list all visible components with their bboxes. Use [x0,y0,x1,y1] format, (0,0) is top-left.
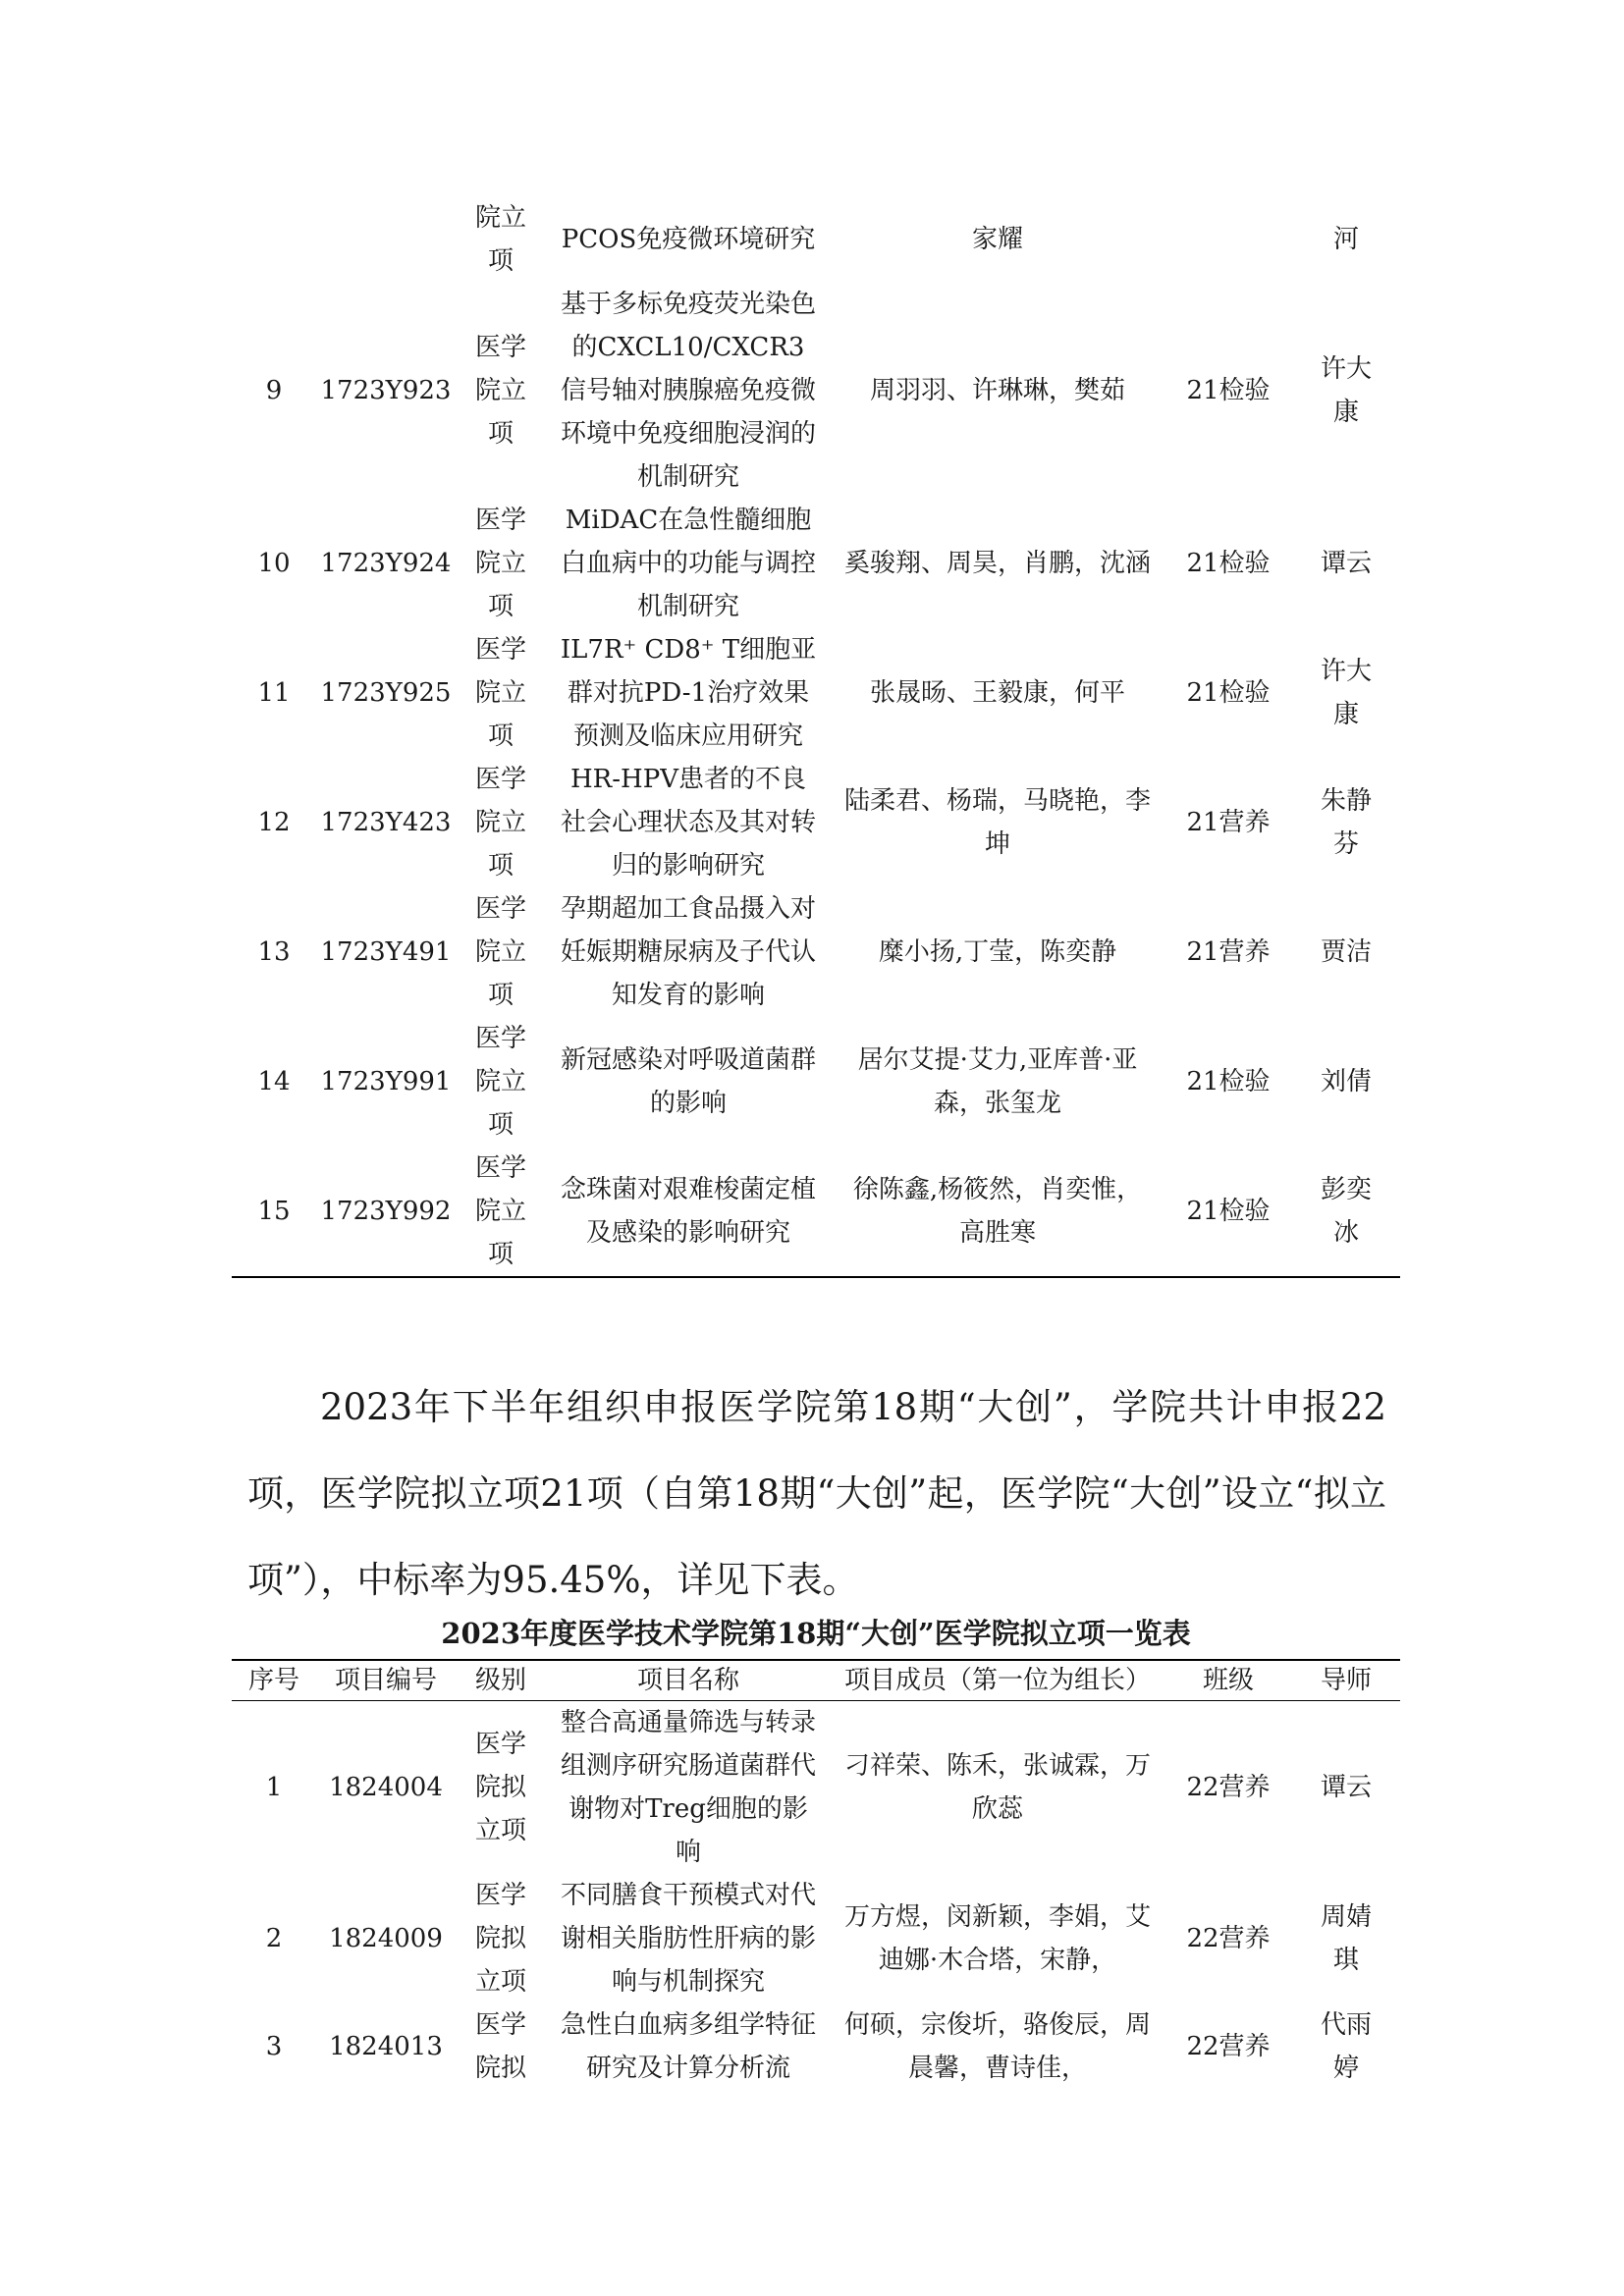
cell-code [316,1874,456,2003]
cell-code-text: 1824009 [329,1924,443,1953]
cell-project-name [546,1147,831,1277]
cell-no-text: 15 [257,1197,291,1226]
cell-tutor [1292,196,1400,283]
cell-level [456,1147,546,1277]
cell-no [232,1874,316,2003]
table-row [232,2003,1400,2090]
cell-members [831,196,1164,283]
table-row [232,1147,1400,1277]
cell-class [1164,1017,1292,1147]
cell-level [456,758,546,887]
cell-level-text: 医学院立项 [474,765,526,881]
cell-project-name [546,1017,831,1147]
cell-class [1164,628,1292,758]
cell-code [316,2003,456,2090]
cell-code-text: 1723Y992 [320,1197,452,1226]
cell-level-text: 医学院立项 [474,333,526,449]
cell-level-text: 医学院立项 [474,1024,526,1140]
cell-tutor [1292,887,1400,1017]
project-table-continued [232,196,1400,1278]
cell-members [831,758,1164,887]
cell-code-text: 1824004 [329,1773,443,1802]
cell-members-text: 徐陈鑫,杨筱然，肖奕惟，高胜寒 [852,1175,1143,1248]
cell-no [232,887,316,1017]
header-level: 级别 [456,1660,546,1701]
cell-project-name-text: HR-HPV患者的不良社会心理状态及其对转归的影响研究 [560,765,816,881]
cell-class [1164,499,1292,628]
cell-tutor-text: 谭云 [1320,1773,1372,1802]
cell-tutor-text: 贾洁 [1320,937,1372,967]
cell-code-text: 1723Y923 [320,376,452,405]
cell-project-name [546,887,831,1017]
cell-no [232,1701,316,1875]
cell-code-text: 1723Y924 [320,549,452,578]
cell-members-text: 奚骏翔、周昊，肖鹏，沈涵 [843,549,1151,578]
table-row [232,628,1400,758]
cell-code [316,1147,456,1277]
cell-level [456,196,546,283]
cell-tutor-text: 谭云 [1320,549,1372,578]
cell-members-text: 万方煜，闵新颖，李娟，艾迪娜·木合塔，宋静， [843,1902,1151,1975]
cell-tutor [1292,628,1400,758]
header-class: 班级 [1164,1660,1292,1701]
cell-members [831,283,1164,499]
cell-no [232,499,316,628]
cell-project-name-text: PCOS免疫微环境研究 [561,225,816,254]
cell-members [831,887,1164,1017]
cell-members [831,1147,1164,1277]
cell-members-text: 糜小扬,丁莹，陈奕静 [878,937,1117,967]
cell-no-text: 10 [257,549,291,578]
cell-class-text: 21检验 [1186,549,1271,578]
cell-tutor [1292,758,1400,887]
table-caption: 2023年度医学技术学院第18期“大创”医学院拟立项一览表 [441,1617,1191,1650]
table-header-row [232,1660,1400,1701]
cell-project-name-text: IL7R⁺ CD8⁺ T细胞亚群对抗PD-1治疗效果预测及临床应用研究 [560,635,817,751]
cell-class [1164,283,1292,499]
cell-no-text: 2 [265,1924,283,1953]
cell-project-name-text: 基于多标免疫荧光染色的CXCL10/CXCR3信号轴对胰腺癌免疫微环境中免疫细胞浸润的机制研究 [560,290,816,492]
cell-class-text: 21营养 [1186,808,1271,837]
cell-class-text: 21检验 [1186,1067,1271,1096]
cell-level-text: 医学院拟立项 [474,1730,526,1845]
cell-project-name [546,1701,831,1875]
cell-class [1164,1874,1292,2003]
cell-class [1164,2003,1292,2090]
cell-class [1164,196,1292,283]
cell-members-text: 居尔艾提·艾力,亚库普·亚森，张玺龙 [857,1045,1138,1118]
cell-level [456,887,546,1017]
cell-class-text: 22营养 [1186,1773,1271,1802]
cell-code-text: 1723Y925 [320,678,452,708]
cell-members [831,499,1164,628]
cell-tutor-text: 河 [1332,225,1359,254]
cell-project-name [546,196,831,283]
cell-no [232,758,316,887]
cell-project-name-text: 新冠感染对呼吸道菌群的影响 [560,1045,816,1118]
cell-tutor [1292,2003,1400,2090]
cell-code [316,499,456,628]
cell-class [1164,1701,1292,1875]
cell-code [316,283,456,499]
cell-level-text: 医学院立项 [474,894,526,1010]
header-no: 序号 [232,1660,316,1701]
cell-members [831,2003,1164,2090]
cell-code-text: 1723Y491 [320,937,452,967]
cell-members [831,628,1164,758]
table-row [232,887,1400,1017]
cell-no-text: 14 [257,1067,291,1096]
cell-tutor-text: 刘倩 [1320,1067,1372,1096]
cell-code [316,1017,456,1147]
cell-class-text: 21营养 [1186,937,1271,967]
cell-no [232,196,316,283]
cell-class [1164,758,1292,887]
cell-level [456,1017,546,1147]
cell-project-name [546,283,831,499]
header-code: 项目编号 [316,1660,456,1701]
cell-class-text: 22营养 [1186,2032,1271,2061]
header-tutor: 导师 [1292,1660,1400,1701]
cell-no-text: 11 [257,678,291,708]
table-row [232,1017,1400,1147]
cell-members-text: 刁祥荣、陈禾，张诚霖，万欣蕊 [843,1751,1151,1824]
cell-tutor-text: 许大康 [1320,354,1372,427]
cell-project-name-text: 不同膳食干预模式对代谢相关脂肪性肝病的影响与机制探究 [560,1881,816,1997]
cell-project-name [546,1874,831,2003]
cell-tutor [1292,283,1400,499]
cell-no [232,2003,316,2090]
cell-code-text: 1723Y423 [320,808,452,837]
cell-level [456,1874,546,2003]
cell-no [232,1017,316,1147]
cell-members [831,1017,1164,1147]
cell-tutor-text: 周婧琪 [1320,1902,1372,1975]
cell-code-text: 1824013 [329,2032,443,2061]
cell-level-text: 医学院拟立项 [474,1881,526,1997]
header-members: 项目成员（第一位为组长） [831,1660,1164,1701]
cell-members-text: 周羽羽、许琳琳，樊茹 [869,376,1125,405]
cell-level [456,499,546,628]
cell-project-name [546,758,831,887]
cell-tutor-text: 许大康 [1320,657,1372,729]
table-row [232,283,1400,499]
header-name: 项目名称 [546,1660,831,1701]
cell-members-text: 陆柔君、杨瑞，马晓艳，李坤 [843,786,1151,859]
cell-project-name-text: MiDAC在急性髓细胞白血病中的功能与调控机制研究 [560,506,816,621]
cell-class-text: 21检验 [1186,678,1271,708]
cell-no-text: 13 [257,937,291,967]
cell-project-name-text: 孕期超加工食品摄入对妊娠期糖尿病及子代认知发育的影响 [560,894,816,1010]
table-row [232,1701,1400,1875]
cell-no [232,628,316,758]
cell-code [316,628,456,758]
table-row [232,196,1400,283]
cell-level-text: 医学院拟 [474,2010,526,2083]
cell-level [456,283,546,499]
cell-tutor [1292,1147,1400,1277]
table-row [232,1874,1400,2003]
cell-members-text: 何硕，宗俊圻，骆俊辰，周晨馨，曹诗佳， [843,2010,1151,2083]
cell-level-text: 医学院立项 [474,1153,526,1269]
cell-tutor [1292,1701,1400,1875]
cell-class [1164,1147,1292,1277]
cell-code [316,887,456,1017]
cell-no-text: 3 [265,2032,283,2061]
cell-project-name-text: 急性白血病多组学特征研究及计算分析流 [560,2010,816,2083]
cell-level [456,2003,546,2090]
cell-members-text: 家耀 [971,225,1023,254]
cell-members-text: 张晟旸、王毅康，何平 [869,678,1125,708]
cell-no-text: 1 [265,1773,283,1802]
cell-level-text: 医学院立项 [474,635,526,751]
cell-tutor-text: 朱静芬 [1320,786,1372,859]
cell-level-text: 医学院立项 [474,506,526,621]
cell-level [456,628,546,758]
cell-level [456,1701,546,1875]
pending-project-table [232,1659,1400,2090]
cell-code [316,758,456,887]
cell-project-name [546,2003,831,2090]
cell-tutor [1292,1017,1400,1147]
cell-members [831,1701,1164,1875]
cell-class-text: 21检验 [1186,376,1271,405]
cell-code [316,196,456,283]
cell-no-text: 9 [265,376,283,405]
summary-paragraph: 2023年下半年组织申报医学院第18期“大创”，学院共计申报22项，医学院拟立项21项（自第18期“大创”起，医学院“大创”设立“拟立项”），中标率为95.45%，详见下表。 [247,1386,1386,1601]
cell-tutor-text: 彭奕冰 [1320,1175,1372,1248]
cell-no [232,283,316,499]
cell-no-text: 12 [257,808,291,837]
cell-members [831,1874,1164,2003]
cell-class-text: 22营养 [1186,1924,1271,1953]
cell-class-text: 21检验 [1186,1197,1271,1226]
cell-tutor [1292,1874,1400,2003]
cell-project-name [546,628,831,758]
cell-no [232,1147,316,1277]
cell-class [1164,887,1292,1017]
cell-project-name-text: 整合高通量筛选与转录组测序研究肠道菌群代谢物对Treg细胞的影响 [560,1708,816,1867]
cell-project-name-text: 念珠菌对艰难梭菌定植及感染的影响研究 [560,1175,816,1248]
cell-tutor-text: 代雨婷 [1320,2010,1372,2083]
cell-level-text: 院立项 [474,203,526,276]
table-row [232,758,1400,887]
table-row [232,499,1400,628]
cell-code-text: 1723Y991 [320,1067,452,1096]
cell-code [316,1701,456,1875]
cell-tutor [1292,499,1400,628]
cell-project-name [546,499,831,628]
